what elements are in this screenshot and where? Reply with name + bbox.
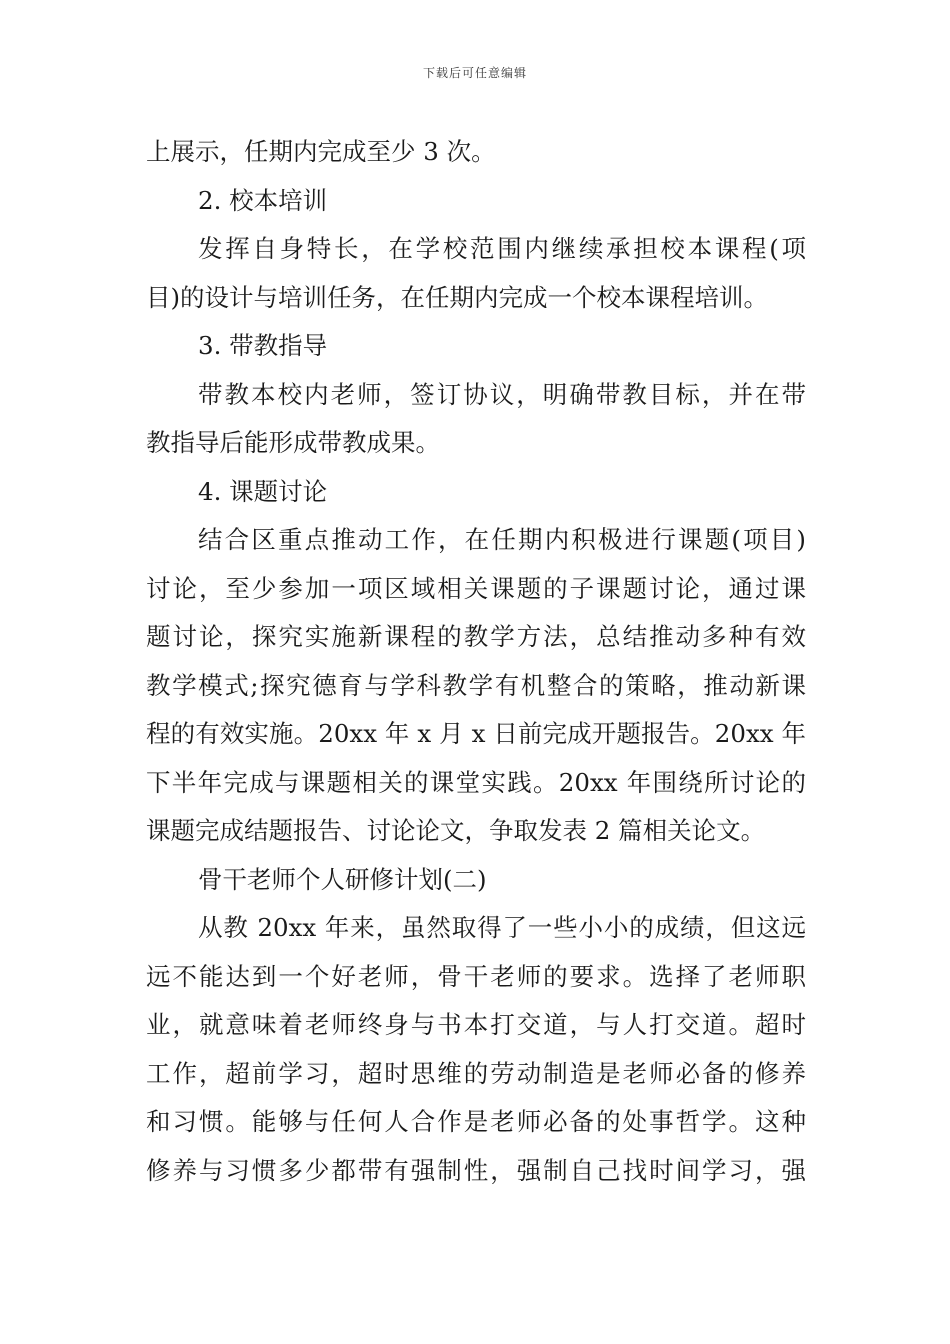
paragraph-line: 课题完成结题报告、讨论论文，争取发表 2 篇相关论文。 bbox=[146, 816, 766, 845]
paragraph-first-line: 结合区重点推动工作，在任期内积极进行课题(项目) bbox=[198, 525, 806, 554]
paragraph-line: 远不能达到一个好老师，骨干老师的要求。选择了老师职 bbox=[146, 961, 806, 991]
paragraph-line: 和习惯。能够与任何人合作是老师必备的处事哲学。这种 bbox=[146, 1107, 806, 1136]
paragraph-line: 教指导后能形成带教成果。 bbox=[146, 428, 440, 457]
paragraph-line: 讨论，至少参加一项区域相关课题的子课题讨论，通过课 bbox=[146, 573, 806, 603]
paragraph-first-line: 带教本校内老师，签订协议，明确带教目标，并在带 bbox=[198, 379, 806, 409]
paragraph-line: 业，就意味着老师终身与书本打交道，与人打交道。超时 bbox=[146, 1010, 806, 1039]
paragraph-line: 下半年完成与课题相关的课堂实践。20xx 年围绕所讨论的 bbox=[146, 767, 806, 797]
paragraph-first-line: 3. 带教指导 bbox=[198, 331, 328, 360]
paragraph-line: 工作，超前学习，超时思维的劳动制造是老师必备的修养 bbox=[146, 1058, 806, 1088]
document-body bbox=[146, 128, 806, 1195]
paragraph-line: 上展示，任期内完成至少 3 次。 bbox=[146, 137, 496, 166]
paragraph-first-line: 从教 20xx 年来，虽然取得了一些小小的成绩，但这远 bbox=[198, 913, 806, 942]
paragraph-first-line: 2. 校本培训 bbox=[198, 185, 328, 215]
paragraph-first-line: 4. 课题讨论 bbox=[198, 476, 328, 506]
paragraph-line: 目)的设计与培训任务，在任期内完成一个校本课程培训。 bbox=[146, 282, 769, 312]
paragraph-line: 程的有效实施。20xx 年 x 月 x 日前完成开题报告。20xx 年 bbox=[146, 719, 806, 748]
paragraph-first-line: 骨干老师个人研修计划(二) bbox=[198, 864, 487, 894]
paragraph-first-line: 发挥自身特长，在学校范围内继续承担校本课程(项 bbox=[198, 234, 806, 263]
paragraph-line: 题讨论，探究实施新课程的教学方法，总结推动多种有效 bbox=[146, 622, 806, 651]
page-header: 下载后可任意编辑 bbox=[422, 66, 527, 80]
paragraph-line: 修养与习惯多少都带有强制性，强制自己找时间学习，强 bbox=[146, 1155, 806, 1185]
paragraph-line: 教学模式;探究德育与学科教学有机整合的策略，推动新课 bbox=[146, 670, 806, 700]
